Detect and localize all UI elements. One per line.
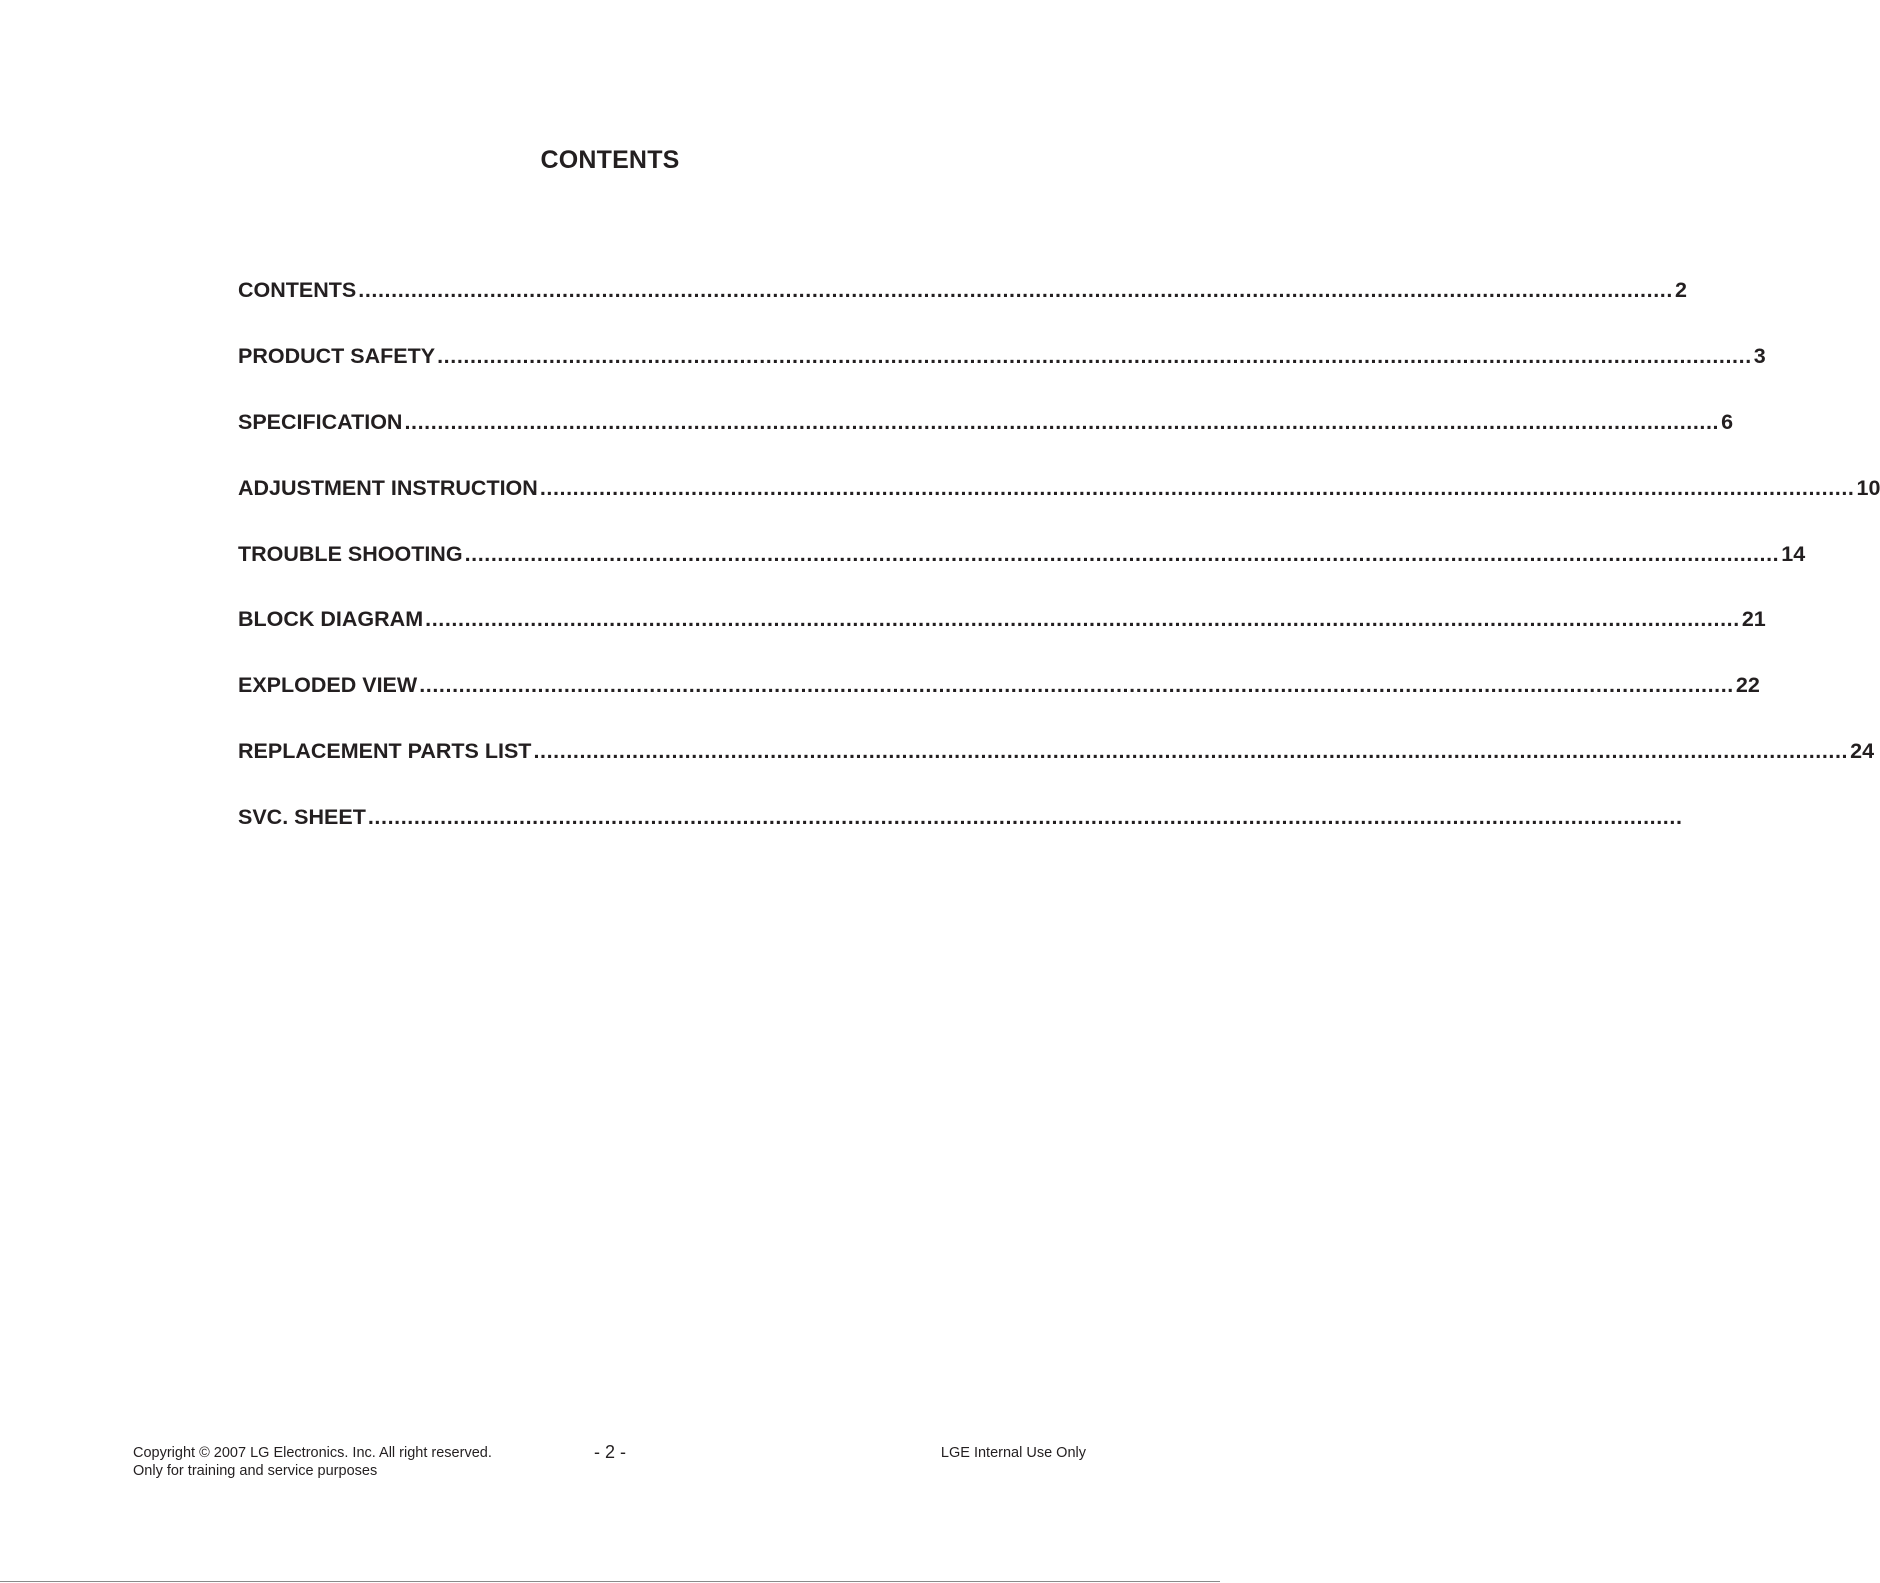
page-title: CONTENTS: [540, 146, 680, 174]
toc-entry-label: EXPLODED VIEW: [238, 673, 418, 698]
toc-entry-label: REPLACEMENT PARTS LIST: [238, 739, 532, 764]
toc-entry-page: 3: [1753, 343, 1766, 368]
toc-entry-page: 21: [1741, 607, 1766, 632]
toc-entry-label: SVC. SHEET: [238, 805, 366, 830]
toc-entry-specification[interactable]: [238, 409, 1734, 476]
toc-leader-dots: ........................................................................................................................................................................................................: [367, 805, 1683, 830]
toc-entry-label: BLOCK DIAGRAM: [238, 607, 424, 632]
toc-leader-dots: ........................................................................................................................................................................................................: [404, 409, 1720, 434]
toc-leader-dots: ........................................................................................................................................................................................................: [419, 673, 1734, 698]
toc-leader-dots: ........................................................................................................................................................................................................: [437, 343, 1752, 368]
toc-entry-page: 22: [1735, 673, 1760, 698]
toc-leader-dots: ........................................................................................................................................................................................................: [539, 475, 1855, 500]
toc-entry-label: TROUBLE SHOOTING: [238, 541, 463, 566]
toc-leader-dots: ........................................................................................................................................................................................................: [464, 541, 1780, 566]
footer-purpose: Only for training and service purposes: [133, 1463, 378, 1479]
toc-entry-page: 10: [1856, 475, 1880, 500]
toc-entry-page: 6: [1721, 409, 1734, 434]
toc-entry-product-safety[interactable]: [238, 343, 1766, 410]
toc-entry-label: PRODUCT SAFETY: [238, 343, 436, 368]
toc-entry-contents[interactable]: [238, 278, 1687, 344]
toc-leader-dots: ........................................................................................................................................................................................................: [425, 607, 1740, 632]
toc-entry-page: 2: [1674, 278, 1687, 302]
bottom-divider: [0, 1581, 1220, 1582]
toc-entry-adjustment-instruction[interactable]: [238, 475, 1880, 542]
toc-entry-label: SPECIFICATION: [238, 409, 403, 434]
toc-entry-svc-sheet[interactable]: [238, 805, 1683, 871]
toc-entry-page: 24: [1850, 739, 1875, 764]
footer-page-number: - 2 -: [593, 1442, 626, 1462]
toc-entry-label: ADJUSTMENT INSTRUCTION: [238, 475, 538, 500]
toc-entry-label: CONTENTS: [238, 278, 357, 302]
toc-leader-dots: ........................................................................................................................................................................................................: [358, 278, 1673, 302]
toc-entry-exploded-view[interactable]: [238, 673, 1760, 739]
toc-entry-trouble-shooting[interactable]: [238, 541, 1806, 608]
toc-entry-block-diagram[interactable]: [238, 607, 1766, 673]
toc-entry-page: 14: [1781, 541, 1806, 566]
footer-copyright: Copyright © 2007 LG Electronics. Inc. All right reserved.: [133, 1445, 492, 1461]
table-of-contents: [238, 278, 1880, 871]
footer-internal-use: LGE Internal Use Only: [940, 1445, 1086, 1461]
toc-entry-replacement-parts-list[interactable]: [238, 739, 1875, 805]
toc-leader-dots: ........................................................................................................................................................................................................: [533, 739, 1849, 764]
